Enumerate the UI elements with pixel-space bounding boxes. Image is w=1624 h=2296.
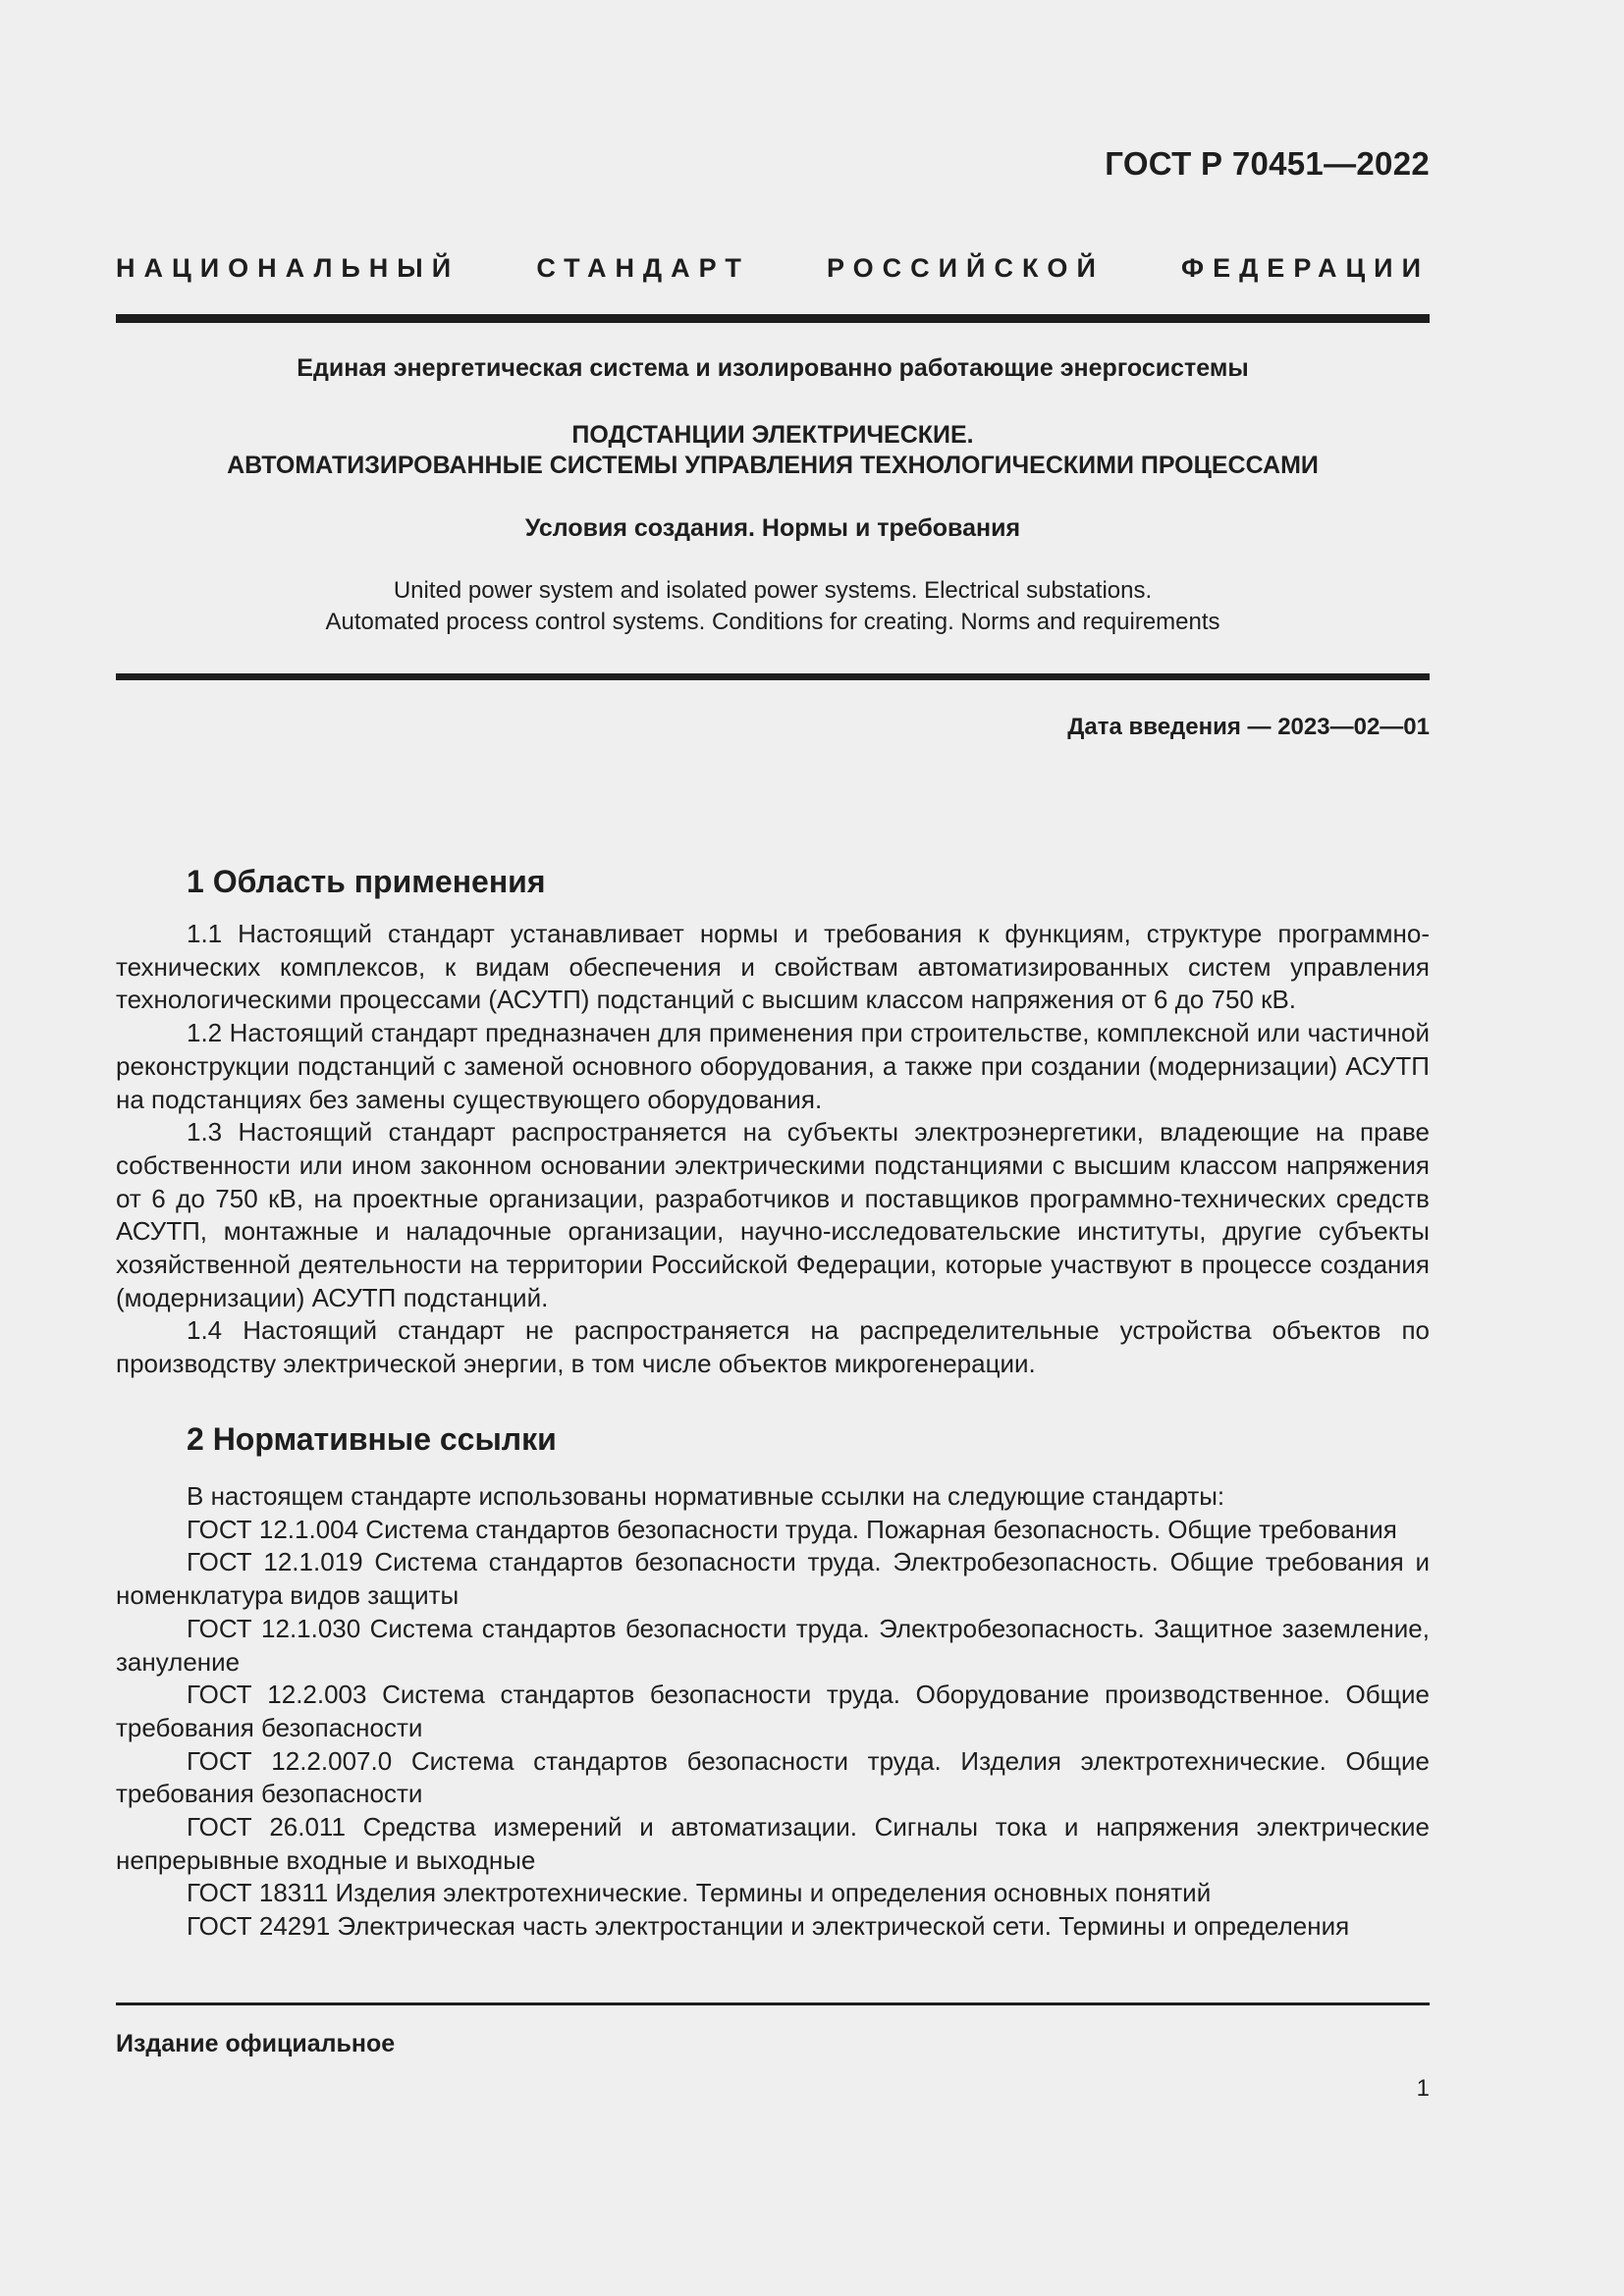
title-bottom-rule [116, 673, 1430, 680]
reference-item: ГОСТ 12.2.003 Система стандартов безопасности труда. Оборудование производственное. Общие требования безопасности [116, 1680, 1430, 1742]
introduction-date: Дата введения — 2023—02—01 [1067, 714, 1430, 740]
title-english [116, 575, 1430, 638]
title-main-line1: ПОДСТАНЦИИ ЭЛЕКТРИЧЕСКИЕ. [571, 421, 974, 449]
title-main-line2: АВТОМАТИЗИРОВАННЫЕ СИСТЕМЫ УПРАВЛЕНИЯ ТЕХНОЛОГИЧЕСКИМИ ПРОЦЕССАМИ [227, 452, 1319, 479]
title-subtitle: Условия создания. Нормы и требования [524, 514, 1021, 542]
paragraph-1-3: 1.3 Настоящий стандарт распространяется на субъекты электроэнергетики, владеющие на праве собственности или ином законном основании электрическими подстанциями с высшим классом напряжения от 6 до 750 кВ, на проектные организации, разработчиков и поставщиков программно-технических средств АСУТП, монтажные и наладочные организации, научно-исследовательские институты, другие субъекты хозяйственной деятельности на территории Российской Федерации, которые участвуют в процессе создания (модернизации) АСУТП подстанций. [116, 1117, 1430, 1312]
document-page [116, 0, 1430, 2296]
top-rule [116, 314, 1430, 323]
page-number: 1 [1416, 2075, 1430, 2102]
reference-item: ГОСТ 12.1.030 Система стандартов безопасности труда. Электробезопасность. Защитное заземление, зануление [116, 1613, 1430, 1677]
title-english-line2: Automated process control systems. Conditions for creating. Norms and requirements [325, 609, 1220, 635]
official-edition-label: Издание официальное [116, 2030, 396, 2057]
reference-item: ГОСТ 24291 Электрическая часть электростанции и электрической сети. Термины и определения [187, 1911, 1350, 1942]
paragraph-1-4: 1.4 Настоящий стандарт не распространяется на распределительные устройства объектов по производству электрической энергии, в том числе объектов микрогенерации. [116, 1315, 1430, 1379]
title-english-line1: United power system and isolated power systems. Electrical substations. [393, 577, 1153, 604]
reference-item: ГОСТ 12.1.019 Система стандартов безопасности труда. Электробезопасность. Общие требования и номенклатура видов защиты [116, 1547, 1430, 1611]
paragraph-1-1: 1.1 Настоящий стандарт устанавливает нормы и требования к функциям, структуре программно-технических комплексов, к видам обеспечения и свойствам автоматизированных систем управления технологическими процессами (АСУТП) подстанций с высшим классом напряжения от 6 до 750 кВ. [116, 919, 1430, 1015]
footer-rule [116, 2002, 1430, 2005]
reference-item: ГОСТ 12.1.004 Система стандартов безопасности труда. Пожарная безопасность. Общие требования [187, 1514, 1397, 1544]
title-series: Единая энергетическая система и изолированно работающие энергосистемы [297, 354, 1249, 382]
reference-item: ГОСТ 18311 Изделия электротехнические. Термины и определения основных понятий [187, 1878, 1212, 1908]
national-standard-label: НАЦИОНАЛЬНЫЙ СТАНДАРТ РОССИЙСКОЙ ФЕДЕРАЦИИ [116, 253, 1430, 283]
document-code: ГОСТ Р 70451—2022 [1105, 145, 1430, 182]
section-2-heading: 2 Нормативные ссылки [187, 1421, 557, 1457]
section-1-body [116, 918, 1430, 1381]
section-1-heading: 1 Область применения [187, 864, 546, 899]
section-2-body [116, 1480, 1430, 1944]
title-main [116, 420, 1430, 481]
references-intro: В настоящем стандарте использованы нормативные ссылки на следующие стандарты: [187, 1481, 1225, 1511]
reference-item: ГОСТ 26.011 Средства измерений и автоматизации. Сигналы тока и напряжения электрические непрерывные входные и выходные [116, 1812, 1430, 1875]
reference-item: ГОСТ 12.2.007.0 Система стандартов безопасности труда. Изделия электротехнические. Общие требования безопасности [116, 1745, 1430, 1809]
paragraph-1-2: 1.2 Настоящий стандарт предназначен для применения при строительстве, комплексной или частичной реконструкции подстанций с заменой основного оборудования, а также при создании (модернизации) АСУТП на подстанциях без замены существующего оборудования. [116, 1018, 1430, 1114]
